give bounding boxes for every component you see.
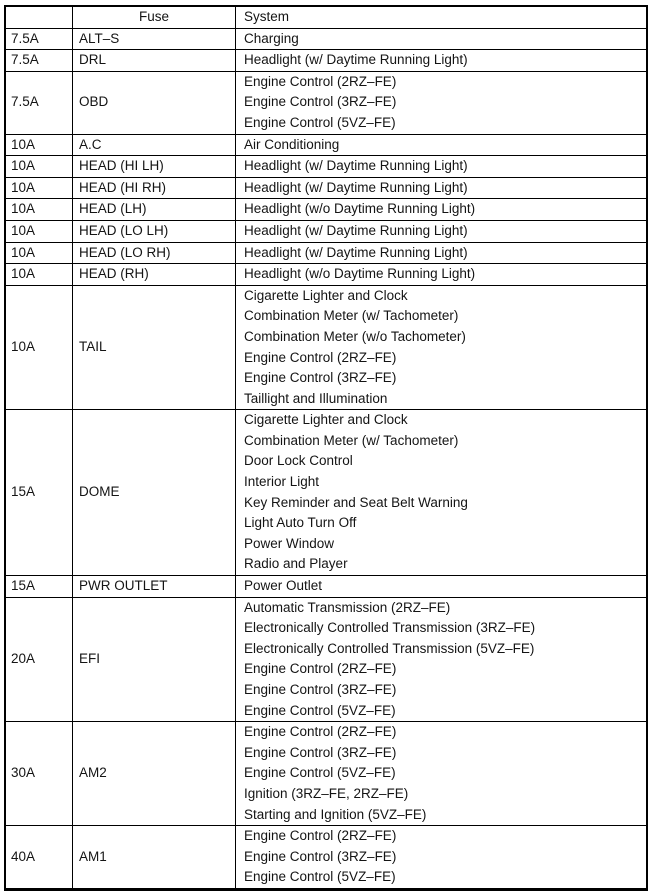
amp-cell: 15A: [5, 410, 73, 576]
system-cell: [236, 220, 648, 242]
system-line: Light Auto Turn Off: [244, 515, 357, 531]
system-cell: [236, 50, 648, 72]
amp-cell: 10A: [5, 156, 73, 178]
system-line: Starting and Ignition (5VZ–FE): [244, 806, 427, 822]
fuse-row: [5, 50, 647, 72]
system-line: Engine Control (2RZ–FE): [244, 661, 397, 677]
system-line: Engine Control (3RZ–FE): [244, 94, 397, 110]
system-line: Radio and Player: [244, 556, 348, 572]
system-line: Cigarette Lighter and Clock: [244, 287, 408, 303]
system-cell: [236, 597, 648, 722]
amp-cell: 40A: [5, 826, 73, 889]
fuse-row: [5, 220, 647, 242]
fuse-cell: AM1: [73, 826, 236, 889]
system-line: Interior Light: [244, 474, 320, 490]
system-line: Engine Control (5VZ–FE): [244, 869, 396, 885]
system-line: Headlight (w/ Daytime Running Light): [244, 158, 468, 174]
system-line: Engine Control (3RZ–FE): [244, 744, 397, 760]
fuse-row: [5, 134, 647, 156]
header-amp-empty: [5, 6, 73, 28]
system-cell: [236, 177, 648, 199]
fuse-row: [5, 71, 647, 134]
fuse-cell: HEAD (LO LH): [73, 220, 236, 242]
fuse-row: [5, 285, 647, 410]
fuse-row: [5, 722, 647, 826]
fuse-row: [5, 199, 647, 221]
fuse-cell: HEAD (HI RH): [73, 177, 236, 199]
system-line: Taillight and Illumination: [244, 390, 388, 406]
fuse-cell: AM2: [73, 722, 236, 826]
fuse-row: [5, 826, 647, 889]
fuse-row: [5, 410, 647, 576]
fuse-row: [5, 242, 647, 264]
system-line: Engine Control (3RZ–FE): [244, 370, 397, 386]
system-line: Engine Control (3RZ–FE): [244, 682, 397, 697]
system-line: Automatic Transmission (2RZ–FE): [244, 599, 451, 615]
system-line: Headlight (w/o Daytime Running Light): [244, 201, 476, 217]
fuse-row: [5, 156, 647, 178]
system-line: Combination Meter (w/o Tachometer): [244, 328, 466, 344]
fuse-table-body: [5, 28, 647, 889]
system-cell: [236, 722, 648, 826]
fuse-cell: DOME: [73, 410, 236, 576]
amp-cell: 30A: [5, 722, 73, 826]
fuse-row: [5, 576, 647, 598]
system-cell: [236, 199, 648, 221]
system-cell: [236, 285, 648, 410]
fuse-cell: A.C: [73, 134, 236, 156]
system-cell: [236, 576, 648, 598]
fuse-row: [5, 264, 647, 286]
system-line: Cigarette Lighter and Clock: [244, 412, 408, 428]
amp-cell: 10A: [5, 177, 73, 199]
system-line: Electronically Controlled Transmission (3RZ–FE): [244, 620, 536, 636]
system-cell: [236, 826, 648, 889]
system-line: Power Outlet: [244, 578, 323, 594]
system-cell: [236, 410, 648, 576]
amp-cell: 15A: [5, 576, 73, 598]
system-line: Door Lock Control: [244, 453, 353, 469]
fuse-row: [5, 177, 647, 199]
fuse-row: [5, 597, 647, 722]
system-cell: [236, 28, 648, 50]
system-line: Engine Control (5VZ–FE): [244, 765, 396, 781]
amp-cell: 10A: [5, 285, 73, 410]
system-line: Engine Control (2RZ–FE): [244, 724, 397, 740]
fuse-cell: OBD: [73, 71, 236, 134]
system-cell: [236, 134, 648, 156]
fuse-cell: TAIL: [73, 285, 236, 410]
fuse-cell: PWR OUTLET: [73, 576, 236, 598]
system-cell: [236, 156, 648, 178]
fuse-table: [4, 5, 648, 890]
system-cell: [236, 264, 648, 286]
system-line: Air Conditioning: [244, 136, 340, 152]
system-line: Charging: [244, 30, 299, 46]
system-line: Electronically Controlled Transmission (5VZ–FE): [244, 640, 535, 656]
system-cell: [236, 242, 648, 264]
fuse-cell: HEAD (RH): [73, 264, 236, 286]
system-line: Key Reminder and Seat Belt Warning: [244, 494, 468, 510]
system-line: Headlight (w/ Daytime Running Light): [244, 52, 468, 68]
system-line: Engine Control (2RZ–FE): [244, 828, 397, 844]
fuse-cell: EFI: [73, 597, 236, 722]
system-line: Engine Control (2RZ–FE): [244, 73, 397, 89]
system-cell: [236, 71, 648, 134]
amp-cell: 10A: [5, 242, 73, 264]
system-line: Headlight (w/ Daytime Running Light): [244, 222, 468, 238]
fuse-cell: HEAD (LO RH): [73, 242, 236, 264]
fuse-row: [5, 28, 647, 50]
amp-cell: 10A: [5, 199, 73, 221]
amp-cell: 7.5A: [5, 71, 73, 134]
amp-cell: 20A: [5, 597, 73, 722]
amp-cell: 7.5A: [5, 50, 73, 72]
table-header-row: [5, 6, 647, 28]
system-line: Power Window: [244, 535, 335, 551]
system-line: Engine Control (5VZ–FE): [244, 702, 396, 718]
fuse-cell: ALT–S: [73, 28, 236, 50]
system-line: Engine Control (5VZ–FE): [244, 114, 396, 130]
amp-cell: 10A: [5, 134, 73, 156]
system-line: Headlight (w/ Daytime Running Light): [244, 179, 468, 195]
fuse-cell: HEAD (HI LH): [73, 156, 236, 178]
amp-cell: 10A: [5, 264, 73, 286]
fuse-cell: HEAD (LH): [73, 199, 236, 221]
system-line: Combination Meter (w/ Tachometer): [244, 432, 459, 448]
fuse-cell: DRL: [73, 50, 236, 72]
system-line: Engine Control (3RZ–FE): [244, 848, 397, 864]
system-line: Combination Meter (w/ Tachometer): [244, 308, 459, 324]
header-system: System: [236, 6, 648, 28]
system-line: Headlight (w/o Daytime Running Light): [244, 266, 476, 282]
system-line: Engine Control (2RZ–FE): [244, 349, 397, 365]
system-line: Ignition (3RZ–FE, 2RZ–FE): [244, 785, 409, 801]
amp-cell: 10A: [5, 220, 73, 242]
amp-cell: 7.5A: [5, 28, 73, 50]
system-line: Headlight (w/ Daytime Running Light): [244, 244, 468, 260]
header-fuse: Fuse: [73, 6, 236, 28]
